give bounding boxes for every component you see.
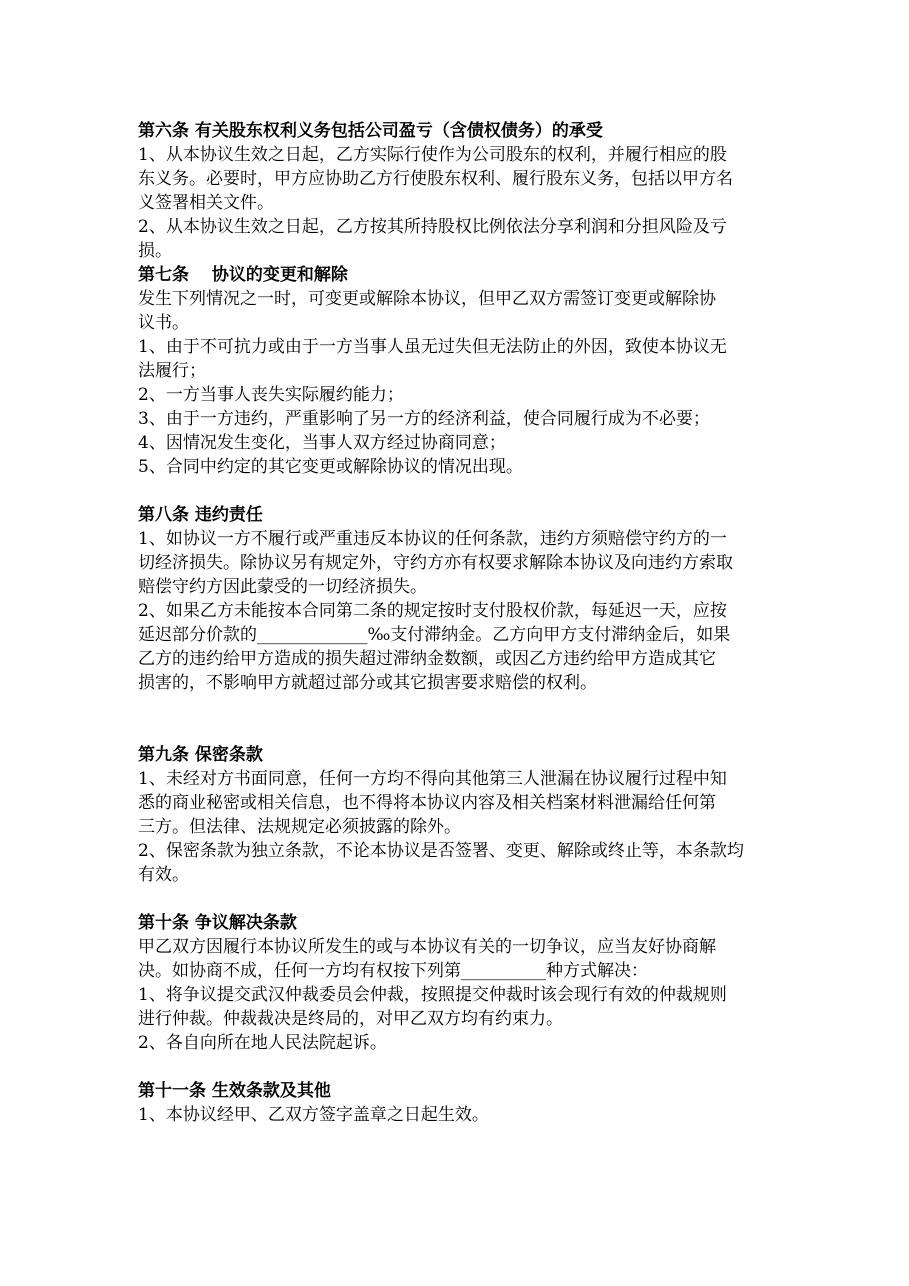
article-7-line: 2、一方当事人丧失实际履约能力；	[138, 385, 404, 405]
paragraph-gap	[138, 479, 778, 503]
article-10-line: 甲乙双方因履行本协议所发生的或与本协议有关的一切争议，应当友好协商解	[138, 937, 716, 957]
paragraph-gap	[138, 1055, 778, 1079]
paragraph-gap	[138, 695, 778, 743]
article-8-line: 乙方的违约给甲方造成的损失超过滞纳金数额，或因乙方违约给甲方造成其它	[138, 649, 716, 669]
document-page	[138, 119, 778, 1127]
article-9	[138, 743, 778, 887]
article-9-line: 三方。但法律、法规规定必须披露的除外。	[138, 817, 461, 837]
article-6-line: 2、从本协议生效之日起，乙方按其所持股权比例依法分享利润和分担风险及亏	[138, 217, 727, 237]
article-8	[138, 503, 778, 695]
article-6-line: 1、从本协议生效之日起，乙方实际行使作为公司股东的权利，并履行相应的股	[138, 145, 727, 165]
article-11	[138, 1079, 778, 1127]
paragraph-gap	[138, 887, 778, 911]
article-10-line: 决。如协商不成，任何一方均有权按下列第__________种方式解决：	[138, 961, 648, 981]
article-9-line: 悉的商业秘密或相关信息，也不得将本协议内容及相关档案材料泄漏给任何第	[138, 793, 716, 813]
article-10-line: 1、将争议提交武汉仲裁委员会仲裁，按照提交仲裁时该会现行有效的仲裁规则	[138, 985, 727, 1005]
article-8-line: 赔偿守约方因此蒙受的一切经济损失。	[138, 577, 427, 597]
article-10-heading: 第十条 争议解决条款	[138, 913, 297, 933]
article-6-line: 损。	[138, 241, 172, 261]
article-6-line: 义签署相关文件。	[138, 193, 274, 213]
article-8-line: 1、如协议一方不履行或严重违反本协议的任何条款，违约方须赔偿守约方的一	[138, 529, 727, 549]
article-10	[138, 911, 778, 1055]
article-6	[138, 119, 778, 263]
article-8-line: 2、如果乙方未能按本合同第二条的规定按时支付股权价款，每延迟一天，应按	[138, 601, 727, 621]
article-10-line: 进行仲裁。仲裁裁决是终局的，对甲乙双方均有约束力。	[138, 1009, 563, 1029]
article-9-heading: 第九条 保密条款	[138, 745, 263, 765]
article-7-line: 4、因情况发生变化，当事人双方经过协商同意；	[138, 433, 506, 453]
article-8-line: 延迟部分价款的_____________‰支付滞纳金。乙方向甲方支付滞纳金后，如果	[138, 625, 731, 645]
article-7-line: 5、合同中约定的其它变更或解除协议的情况出现。	[138, 457, 523, 477]
article-9-line: 1、未经对方书面同意，任何一方均不得向其他第三人泄漏在协议履行过程中知	[138, 769, 727, 789]
article-7-line: 1、由于不可抗力或由于一方当事人虽无过失但无法防止的外因，致使本协议无	[138, 337, 727, 357]
article-6-line: 东义务。必要时，甲方应协助乙方行使股东权利、履行股东义务，包括以甲方名	[138, 169, 733, 189]
article-8-line: 切经济损失。除协议另有规定外，守约方亦有权要求解除本协议及向违约方索取	[138, 553, 733, 573]
article-7-line: 议书。	[138, 313, 189, 333]
article-11-line: 1、本协议经甲、乙双方签字盖章之日起生效。	[138, 1105, 489, 1125]
article-9-line: 有效。	[138, 865, 189, 885]
article-8-heading: 第八条 违约责任	[138, 505, 263, 525]
article-10-line: 2、各自向所在地人民法院起诉。	[138, 1033, 387, 1053]
article-6-heading: 第六条 有关股东权利义务包括公司盈亏（含债权债务）的承受	[138, 121, 603, 141]
article-8-line: 损害的，不影响甲方就超过部分或其它损害要求赔偿的权利。	[138, 673, 597, 693]
article-7	[138, 263, 778, 479]
article-7-line: 发生下列情况之一时，可变更或解除本协议，但甲乙双方需签订变更或解除协	[138, 289, 716, 309]
article-7-line: 3、由于一方违约，严重影响了另一方的经济利益，使合同履行成为不必要；	[138, 409, 710, 429]
article-7-heading: 第七条 协议的变更和解除	[138, 265, 348, 285]
article-9-line: 2、保密条款为独立条款，不论本协议是否签署、变更、解除或终止等，本条款均	[138, 841, 744, 861]
article-7-line: 法履行；	[138, 361, 206, 381]
article-11-heading: 第十一条 生效条款及其他	[138, 1081, 331, 1101]
